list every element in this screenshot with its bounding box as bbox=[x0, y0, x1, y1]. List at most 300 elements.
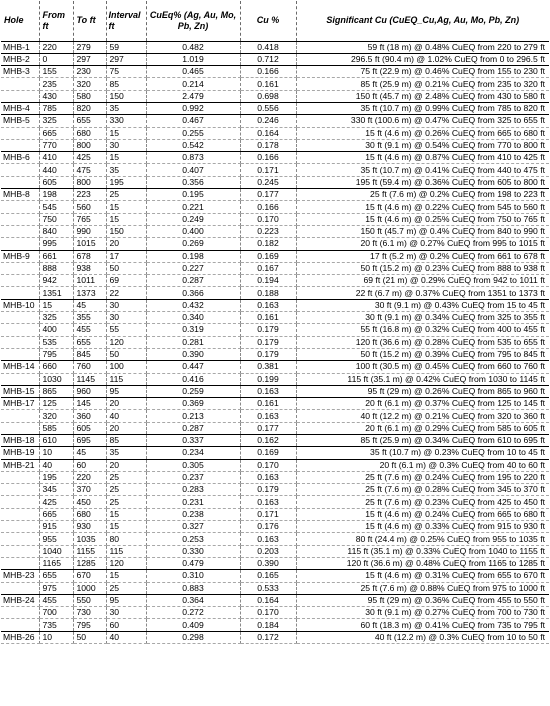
significant-cell: 22 ft (6.7 m) @ 0.37% CuEQ from 1351 to 1373 ft bbox=[296, 287, 549, 299]
cueq-cell: 0.287 bbox=[146, 422, 240, 434]
table-row bbox=[1, 533, 549, 545]
significant-cell: 17 ft (5.2 m) @ 0.2% CuEQ from 661 to 678 ft bbox=[296, 250, 549, 262]
to-cell: 580 bbox=[73, 90, 106, 102]
to-cell: 50 bbox=[73, 631, 106, 643]
cu-cell: 0.162 bbox=[240, 435, 296, 447]
interval-cell: 20 bbox=[106, 459, 146, 471]
to-cell: 297 bbox=[73, 53, 106, 65]
hole-cell: MHB-21 bbox=[1, 459, 39, 471]
cueq-cell: 0.337 bbox=[146, 435, 240, 447]
cueq-cell: 0.467 bbox=[146, 115, 240, 127]
hole-cell bbox=[1, 164, 39, 176]
to-cell: 680 bbox=[73, 127, 106, 139]
from-cell: 40 bbox=[39, 459, 73, 471]
cu-cell: 0.184 bbox=[240, 619, 296, 631]
cu-cell: 0.203 bbox=[240, 545, 296, 557]
table-row bbox=[1, 373, 549, 385]
table-row bbox=[1, 139, 549, 151]
significant-cell: 330 ft (100.6 m) @ 0.47% CuEQ from 325 to 655 ft bbox=[296, 115, 549, 127]
cueq-cell: 0.364 bbox=[146, 594, 240, 606]
table-row bbox=[1, 545, 549, 557]
from-cell: 155 bbox=[39, 66, 73, 78]
cueq-cell: 0.542 bbox=[146, 139, 240, 151]
cu-cell: 0.178 bbox=[240, 139, 296, 151]
cueq-cell: 0.213 bbox=[146, 410, 240, 422]
table-row bbox=[1, 115, 549, 127]
cu-cell: 0.171 bbox=[240, 164, 296, 176]
interval-cell: 20 bbox=[106, 422, 146, 434]
from-cell: 545 bbox=[39, 201, 73, 213]
to-cell: 220 bbox=[73, 471, 106, 483]
cu-cell: 0.381 bbox=[240, 361, 296, 373]
cu-cell: 0.169 bbox=[240, 250, 296, 262]
table-row bbox=[1, 619, 549, 631]
cueq-cell: 0.416 bbox=[146, 373, 240, 385]
table-row bbox=[1, 312, 549, 324]
significant-cell: 296.5 ft (90.4 m) @ 1.02% CuEQ from 0 to 296.5 ft bbox=[296, 53, 549, 65]
hole-cell bbox=[1, 336, 39, 348]
from-cell: 325 bbox=[39, 312, 73, 324]
to-cell: 223 bbox=[73, 189, 106, 201]
to-cell: 820 bbox=[73, 102, 106, 114]
cu-cell: 0.223 bbox=[240, 225, 296, 237]
to-cell: 680 bbox=[73, 508, 106, 520]
hole-cell: MHB-26 bbox=[1, 631, 39, 643]
significant-cell: 59 ft (18 m) @ 0.48% CuEQ from 220 to 279 ft bbox=[296, 41, 549, 53]
cu-cell: 0.418 bbox=[240, 41, 296, 53]
cueq-cell: 0.283 bbox=[146, 484, 240, 496]
table-row bbox=[1, 201, 549, 213]
interval-cell: 30 bbox=[106, 607, 146, 619]
hole-cell bbox=[1, 90, 39, 102]
cueq-cell: 0.237 bbox=[146, 471, 240, 483]
interval-cell: 195 bbox=[106, 176, 146, 188]
table-row bbox=[1, 90, 549, 102]
table-row bbox=[1, 582, 549, 594]
to-cell: 145 bbox=[73, 398, 106, 410]
from-cell: 660 bbox=[39, 361, 73, 373]
significant-cell: 15 ft (4.6 m) @ 0.31% CuEQ from 655 to 670 ft bbox=[296, 570, 549, 582]
cu-cell: 0.246 bbox=[240, 115, 296, 127]
cu-cell: 0.163 bbox=[240, 299, 296, 311]
significant-cell: 25 ft (7.6 m) @ 0.24% CuEQ from 195 to 220 ft bbox=[296, 471, 549, 483]
table-row bbox=[1, 225, 549, 237]
table-row bbox=[1, 422, 549, 434]
to-cell: 355 bbox=[73, 312, 106, 324]
cueq-cell: 0.298 bbox=[146, 631, 240, 643]
hole-cell bbox=[1, 348, 39, 360]
hole-cell bbox=[1, 607, 39, 619]
cu-cell: 0.161 bbox=[240, 78, 296, 90]
cu-cell: 0.169 bbox=[240, 447, 296, 459]
from-cell: 198 bbox=[39, 189, 73, 201]
cu-cell: 0.712 bbox=[240, 53, 296, 65]
from-cell: 888 bbox=[39, 262, 73, 274]
significant-cell: 30 ft (9.1 m) @ 0.43% CuEQ from 15 to 45 ft bbox=[296, 299, 549, 311]
to-cell: 800 bbox=[73, 176, 106, 188]
interval-cell: 25 bbox=[106, 484, 146, 496]
table-row bbox=[1, 435, 549, 447]
hole-cell bbox=[1, 496, 39, 508]
table-row bbox=[1, 385, 549, 397]
hole-cell bbox=[1, 324, 39, 336]
significant-cell: 95 ft (29 m) @ 0.26% CuEQ from 865 to 960 ft bbox=[296, 385, 549, 397]
to-cell: 60 bbox=[73, 459, 106, 471]
cueq-cell: 0.269 bbox=[146, 238, 240, 250]
to-cell: 550 bbox=[73, 594, 106, 606]
cueq-cell: 0.249 bbox=[146, 213, 240, 225]
cueq-cell: 0.221 bbox=[146, 201, 240, 213]
hole-cell bbox=[1, 533, 39, 545]
table-row bbox=[1, 496, 549, 508]
header-cu: Cu % bbox=[240, 1, 296, 41]
table-row bbox=[1, 66, 549, 78]
to-cell: 360 bbox=[73, 410, 106, 422]
hole-cell: MHB-23 bbox=[1, 570, 39, 582]
table-row bbox=[1, 459, 549, 471]
interval-cell: 20 bbox=[106, 238, 146, 250]
cu-cell: 0.163 bbox=[240, 410, 296, 422]
cu-cell: 0.698 bbox=[240, 90, 296, 102]
interval-cell: 22 bbox=[106, 287, 146, 299]
interval-cell: 15 bbox=[106, 127, 146, 139]
header-from: From ft bbox=[39, 1, 73, 41]
table-row bbox=[1, 594, 549, 606]
cu-cell: 0.177 bbox=[240, 189, 296, 201]
significant-cell: 115 ft (35.1 m) @ 0.33% CuEQ from 1040 to 1155 ft bbox=[296, 545, 549, 557]
from-cell: 975 bbox=[39, 582, 73, 594]
interval-cell: 30 bbox=[106, 299, 146, 311]
table-row bbox=[1, 275, 549, 287]
to-cell: 960 bbox=[73, 385, 106, 397]
hole-cell bbox=[1, 262, 39, 274]
hole-cell bbox=[1, 508, 39, 520]
to-cell: 370 bbox=[73, 484, 106, 496]
from-cell: 345 bbox=[39, 484, 73, 496]
to-cell: 1011 bbox=[73, 275, 106, 287]
significant-cell: 25 ft (7.6 m) @ 0.2% CuEQ from 198 to 223 ft bbox=[296, 189, 549, 201]
hole-cell bbox=[1, 78, 39, 90]
interval-cell: 75 bbox=[106, 66, 146, 78]
from-cell: 1030 bbox=[39, 373, 73, 385]
to-cell: 655 bbox=[73, 336, 106, 348]
hole-cell bbox=[1, 127, 39, 139]
table-row bbox=[1, 447, 549, 459]
cueq-cell: 0.340 bbox=[146, 312, 240, 324]
to-cell: 605 bbox=[73, 422, 106, 434]
significant-cell: 35 ft (10.7 m) @ 0.23% CuEQ from 10 to 45 ft bbox=[296, 447, 549, 459]
hole-cell bbox=[1, 139, 39, 151]
significant-cell: 25 ft (7.6 m) @ 0.88% CuEQ from 975 to 1000 ft bbox=[296, 582, 549, 594]
cueq-cell: 0.327 bbox=[146, 521, 240, 533]
significant-cell: 195 ft (59.4 m) @ 0.36% CuEQ from 605 to 800 ft bbox=[296, 176, 549, 188]
from-cell: 320 bbox=[39, 410, 73, 422]
hole-cell bbox=[1, 213, 39, 225]
cueq-cell: 0.227 bbox=[146, 262, 240, 274]
hole-cell: MHB-3 bbox=[1, 66, 39, 78]
table-row bbox=[1, 607, 549, 619]
interval-cell: 40 bbox=[106, 631, 146, 643]
from-cell: 750 bbox=[39, 213, 73, 225]
cu-cell: 0.199 bbox=[240, 373, 296, 385]
from-cell: 665 bbox=[39, 127, 73, 139]
hole-cell bbox=[1, 201, 39, 213]
significant-cell: 35 ft (10.7 m) @ 0.99% CuEQ from 785 to 820 ft bbox=[296, 102, 549, 114]
interval-cell: 25 bbox=[106, 189, 146, 201]
cueq-cell: 0.465 bbox=[146, 66, 240, 78]
table-row bbox=[1, 176, 549, 188]
significant-cell: 15 ft (4.6 m) @ 0.26% CuEQ from 665 to 680 ft bbox=[296, 127, 549, 139]
interval-cell: 35 bbox=[106, 102, 146, 114]
from-cell: 995 bbox=[39, 238, 73, 250]
table-row bbox=[1, 238, 549, 250]
from-cell: 10 bbox=[39, 631, 73, 643]
cueq-cell: 2.479 bbox=[146, 90, 240, 102]
table-row bbox=[1, 41, 549, 53]
cueq-cell: 0.330 bbox=[146, 545, 240, 557]
interval-cell: 85 bbox=[106, 78, 146, 90]
from-cell: 942 bbox=[39, 275, 73, 287]
cueq-cell: 0.992 bbox=[146, 102, 240, 114]
to-cell: 1373 bbox=[73, 287, 106, 299]
hole-cell: MHB-24 bbox=[1, 594, 39, 606]
cu-cell: 0.194 bbox=[240, 275, 296, 287]
from-cell: 795 bbox=[39, 348, 73, 360]
cu-cell: 0.164 bbox=[240, 127, 296, 139]
table-row bbox=[1, 287, 549, 299]
cu-cell: 0.163 bbox=[240, 533, 296, 545]
significant-cell: 85 ft (25.9 m) @ 0.21% CuEQ from 235 to 320 ft bbox=[296, 78, 549, 90]
significant-cell: 20 ft (6.1 m) @ 0.3% CuEQ from 40 to 60 ft bbox=[296, 459, 549, 471]
interval-cell: 15 bbox=[106, 521, 146, 533]
table-row bbox=[1, 250, 549, 262]
cu-cell: 0.556 bbox=[240, 102, 296, 114]
hole-cell bbox=[1, 557, 39, 569]
to-cell: 930 bbox=[73, 521, 106, 533]
cueq-cell: 0.482 bbox=[146, 41, 240, 53]
table-row bbox=[1, 262, 549, 274]
hole-cell bbox=[1, 238, 39, 250]
cueq-cell: 0.259 bbox=[146, 385, 240, 397]
significant-cell: 150 ft (45.7 m) @ 0.4% CuEQ from 840 to 990 ft bbox=[296, 225, 549, 237]
to-cell: 1035 bbox=[73, 533, 106, 545]
to-cell: 1285 bbox=[73, 557, 106, 569]
cu-cell: 0.533 bbox=[240, 582, 296, 594]
table-row bbox=[1, 189, 549, 201]
significant-cell: 20 ft (6.1 m) @ 0.37% CuEQ from 125 to 145 ft bbox=[296, 398, 549, 410]
from-cell: 410 bbox=[39, 152, 73, 164]
hole-cell bbox=[1, 471, 39, 483]
significant-cell: 115 ft (35.1 m) @ 0.42% CuEQ from 1030 to 1145 ft bbox=[296, 373, 549, 385]
table-row bbox=[1, 324, 549, 336]
cueq-cell: 0.409 bbox=[146, 619, 240, 631]
cueq-cell: 0.231 bbox=[146, 496, 240, 508]
to-cell: 795 bbox=[73, 619, 106, 631]
to-cell: 730 bbox=[73, 607, 106, 619]
cueq-cell: 0.234 bbox=[146, 447, 240, 459]
to-cell: 670 bbox=[73, 570, 106, 582]
cueq-cell: 0.214 bbox=[146, 78, 240, 90]
cu-cell: 0.161 bbox=[240, 398, 296, 410]
from-cell: 430 bbox=[39, 90, 73, 102]
significant-cell: 100 ft (30.5 m) @ 0.45% CuEQ from 660 to 760 ft bbox=[296, 361, 549, 373]
hole-cell bbox=[1, 176, 39, 188]
from-cell: 235 bbox=[39, 78, 73, 90]
hole-cell bbox=[1, 619, 39, 631]
hole-cell: MHB-1 bbox=[1, 41, 39, 53]
interval-cell: 59 bbox=[106, 41, 146, 53]
header-significant: Significant Cu (CuEQ_Cu,Ag, Au, Mo, Pb, Zn) bbox=[296, 1, 549, 41]
table-row bbox=[1, 361, 549, 373]
table-row bbox=[1, 521, 549, 533]
cueq-cell: 0.407 bbox=[146, 164, 240, 176]
interval-cell: 40 bbox=[106, 410, 146, 422]
to-cell: 655 bbox=[73, 115, 106, 127]
to-cell: 425 bbox=[73, 152, 106, 164]
cu-cell: 0.179 bbox=[240, 348, 296, 360]
significant-cell: 60 ft (18.3 m) @ 0.41% CuEQ from 735 to 795 ft bbox=[296, 619, 549, 631]
significant-cell: 120 ft (36.6 m) @ 0.48% CuEQ from 1165 to 1285 ft bbox=[296, 557, 549, 569]
cu-cell: 0.179 bbox=[240, 324, 296, 336]
interval-cell: 15 bbox=[106, 508, 146, 520]
to-cell: 1145 bbox=[73, 373, 106, 385]
interval-cell: 100 bbox=[106, 361, 146, 373]
significant-cell: 69 ft (21 m) @ 0.29% CuEQ from 942 to 1011 ft bbox=[296, 275, 549, 287]
cueq-cell: 0.400 bbox=[146, 225, 240, 237]
cueq-cell: 0.272 bbox=[146, 607, 240, 619]
cueq-cell: 0.198 bbox=[146, 250, 240, 262]
significant-cell: 30 ft (9.1 m) @ 0.54% CuEQ from 770 to 800 ft bbox=[296, 139, 549, 151]
interval-cell: 115 bbox=[106, 373, 146, 385]
from-cell: 325 bbox=[39, 115, 73, 127]
interval-cell: 20 bbox=[106, 398, 146, 410]
table-row bbox=[1, 348, 549, 360]
to-cell: 450 bbox=[73, 496, 106, 508]
cueq-cell: 0.310 bbox=[146, 570, 240, 582]
from-cell: 425 bbox=[39, 496, 73, 508]
significant-cell: 25 ft (7.6 m) @ 0.28% CuEQ from 345 to 370 ft bbox=[296, 484, 549, 496]
cueq-cell: 0.366 bbox=[146, 287, 240, 299]
cueq-cell: 0.305 bbox=[146, 459, 240, 471]
interval-cell: 297 bbox=[106, 53, 146, 65]
table-row bbox=[1, 410, 549, 422]
from-cell: 661 bbox=[39, 250, 73, 262]
interval-cell: 55 bbox=[106, 324, 146, 336]
from-cell: 220 bbox=[39, 41, 73, 53]
hole-cell bbox=[1, 275, 39, 287]
hole-cell: MHB-10 bbox=[1, 299, 39, 311]
table-row bbox=[1, 164, 549, 176]
significant-cell: 55 ft (16.8 m) @ 0.32% CuEQ from 400 to 455 ft bbox=[296, 324, 549, 336]
cu-cell: 0.163 bbox=[240, 385, 296, 397]
significant-cell: 15 ft (4.6 m) @ 0.25% CuEQ from 750 to 765 ft bbox=[296, 213, 549, 225]
from-cell: 585 bbox=[39, 422, 73, 434]
from-cell: 735 bbox=[39, 619, 73, 631]
hole-cell bbox=[1, 582, 39, 594]
hole-cell bbox=[1, 312, 39, 324]
to-cell: 1000 bbox=[73, 582, 106, 594]
hole-cell bbox=[1, 422, 39, 434]
hole-cell bbox=[1, 225, 39, 237]
to-cell: 455 bbox=[73, 324, 106, 336]
table-row bbox=[1, 299, 549, 311]
from-cell: 605 bbox=[39, 176, 73, 188]
significant-cell: 20 ft (6.1 m) @ 0.27% CuEQ from 995 to 1015 ft bbox=[296, 238, 549, 250]
cu-cell: 0.245 bbox=[240, 176, 296, 188]
significant-cell: 15 ft (4.6 m) @ 0.24% CuEQ from 665 to 680 ft bbox=[296, 508, 549, 520]
table-row bbox=[1, 127, 549, 139]
cu-cell: 0.164 bbox=[240, 594, 296, 606]
to-cell: 765 bbox=[73, 213, 106, 225]
interval-cell: 95 bbox=[106, 385, 146, 397]
from-cell: 700 bbox=[39, 607, 73, 619]
from-cell: 125 bbox=[39, 398, 73, 410]
to-cell: 990 bbox=[73, 225, 106, 237]
cu-cell: 0.188 bbox=[240, 287, 296, 299]
interval-cell: 69 bbox=[106, 275, 146, 287]
significant-cell: 15 ft (4.6 m) @ 0.33% CuEQ from 915 to 930 ft bbox=[296, 521, 549, 533]
table-row bbox=[1, 213, 549, 225]
hole-cell: MHB-9 bbox=[1, 250, 39, 262]
table-body bbox=[1, 41, 549, 644]
cueq-cell: 0.287 bbox=[146, 275, 240, 287]
from-cell: 195 bbox=[39, 471, 73, 483]
interval-cell: 60 bbox=[106, 619, 146, 631]
hole-cell: MHB-19 bbox=[1, 447, 39, 459]
cueq-cell: 0.255 bbox=[146, 127, 240, 139]
header-cueq: CuEq% (Ag, Au, Mo, Pb, Zn) bbox=[146, 1, 240, 41]
hole-cell: MHB-15 bbox=[1, 385, 39, 397]
to-cell: 45 bbox=[73, 447, 106, 459]
header-to: To ft bbox=[73, 1, 106, 41]
hole-cell: MHB-18 bbox=[1, 435, 39, 447]
interval-cell: 15 bbox=[106, 570, 146, 582]
from-cell: 840 bbox=[39, 225, 73, 237]
to-cell: 560 bbox=[73, 201, 106, 213]
cueq-cell: 0.238 bbox=[146, 508, 240, 520]
significant-cell: 40 ft (12.2 m) @ 0.3% CuEQ from 10 to 50 ft bbox=[296, 631, 549, 643]
table-row bbox=[1, 53, 549, 65]
significant-cell: 75 ft (22.9 m) @ 0.46% CuEQ from 155 to 230 ft bbox=[296, 66, 549, 78]
cu-cell: 0.179 bbox=[240, 484, 296, 496]
to-cell: 800 bbox=[73, 139, 106, 151]
hole-cell: MHB-8 bbox=[1, 189, 39, 201]
from-cell: 770 bbox=[39, 139, 73, 151]
table-row bbox=[1, 398, 549, 410]
header-interval: Interval ft bbox=[106, 1, 146, 41]
interval-cell: 17 bbox=[106, 250, 146, 262]
from-cell: 785 bbox=[39, 102, 73, 114]
cu-cell: 0.390 bbox=[240, 557, 296, 569]
from-cell: 655 bbox=[39, 570, 73, 582]
cueq-cell: 0.447 bbox=[146, 361, 240, 373]
significant-cell: 30 ft (9.1 m) @ 0.27% CuEQ from 700 to 730 ft bbox=[296, 607, 549, 619]
significant-cell: 50 ft (15.2 m) @ 0.39% CuEQ from 795 to 845 ft bbox=[296, 348, 549, 360]
interval-cell: 25 bbox=[106, 471, 146, 483]
hole-cell bbox=[1, 410, 39, 422]
to-cell: 45 bbox=[73, 299, 106, 311]
interval-cell: 150 bbox=[106, 225, 146, 237]
significant-cell: 20 ft (6.1 m) @ 0.29% CuEQ from 585 to 605 ft bbox=[296, 422, 549, 434]
to-cell: 1155 bbox=[73, 545, 106, 557]
from-cell: 1351 bbox=[39, 287, 73, 299]
to-cell: 678 bbox=[73, 250, 106, 262]
to-cell: 230 bbox=[73, 66, 106, 78]
from-cell: 440 bbox=[39, 164, 73, 176]
significant-cell: 30 ft (9.1 m) @ 0.34% CuEQ from 325 to 355 ft bbox=[296, 312, 549, 324]
from-cell: 10 bbox=[39, 447, 73, 459]
interval-cell: 120 bbox=[106, 557, 146, 569]
